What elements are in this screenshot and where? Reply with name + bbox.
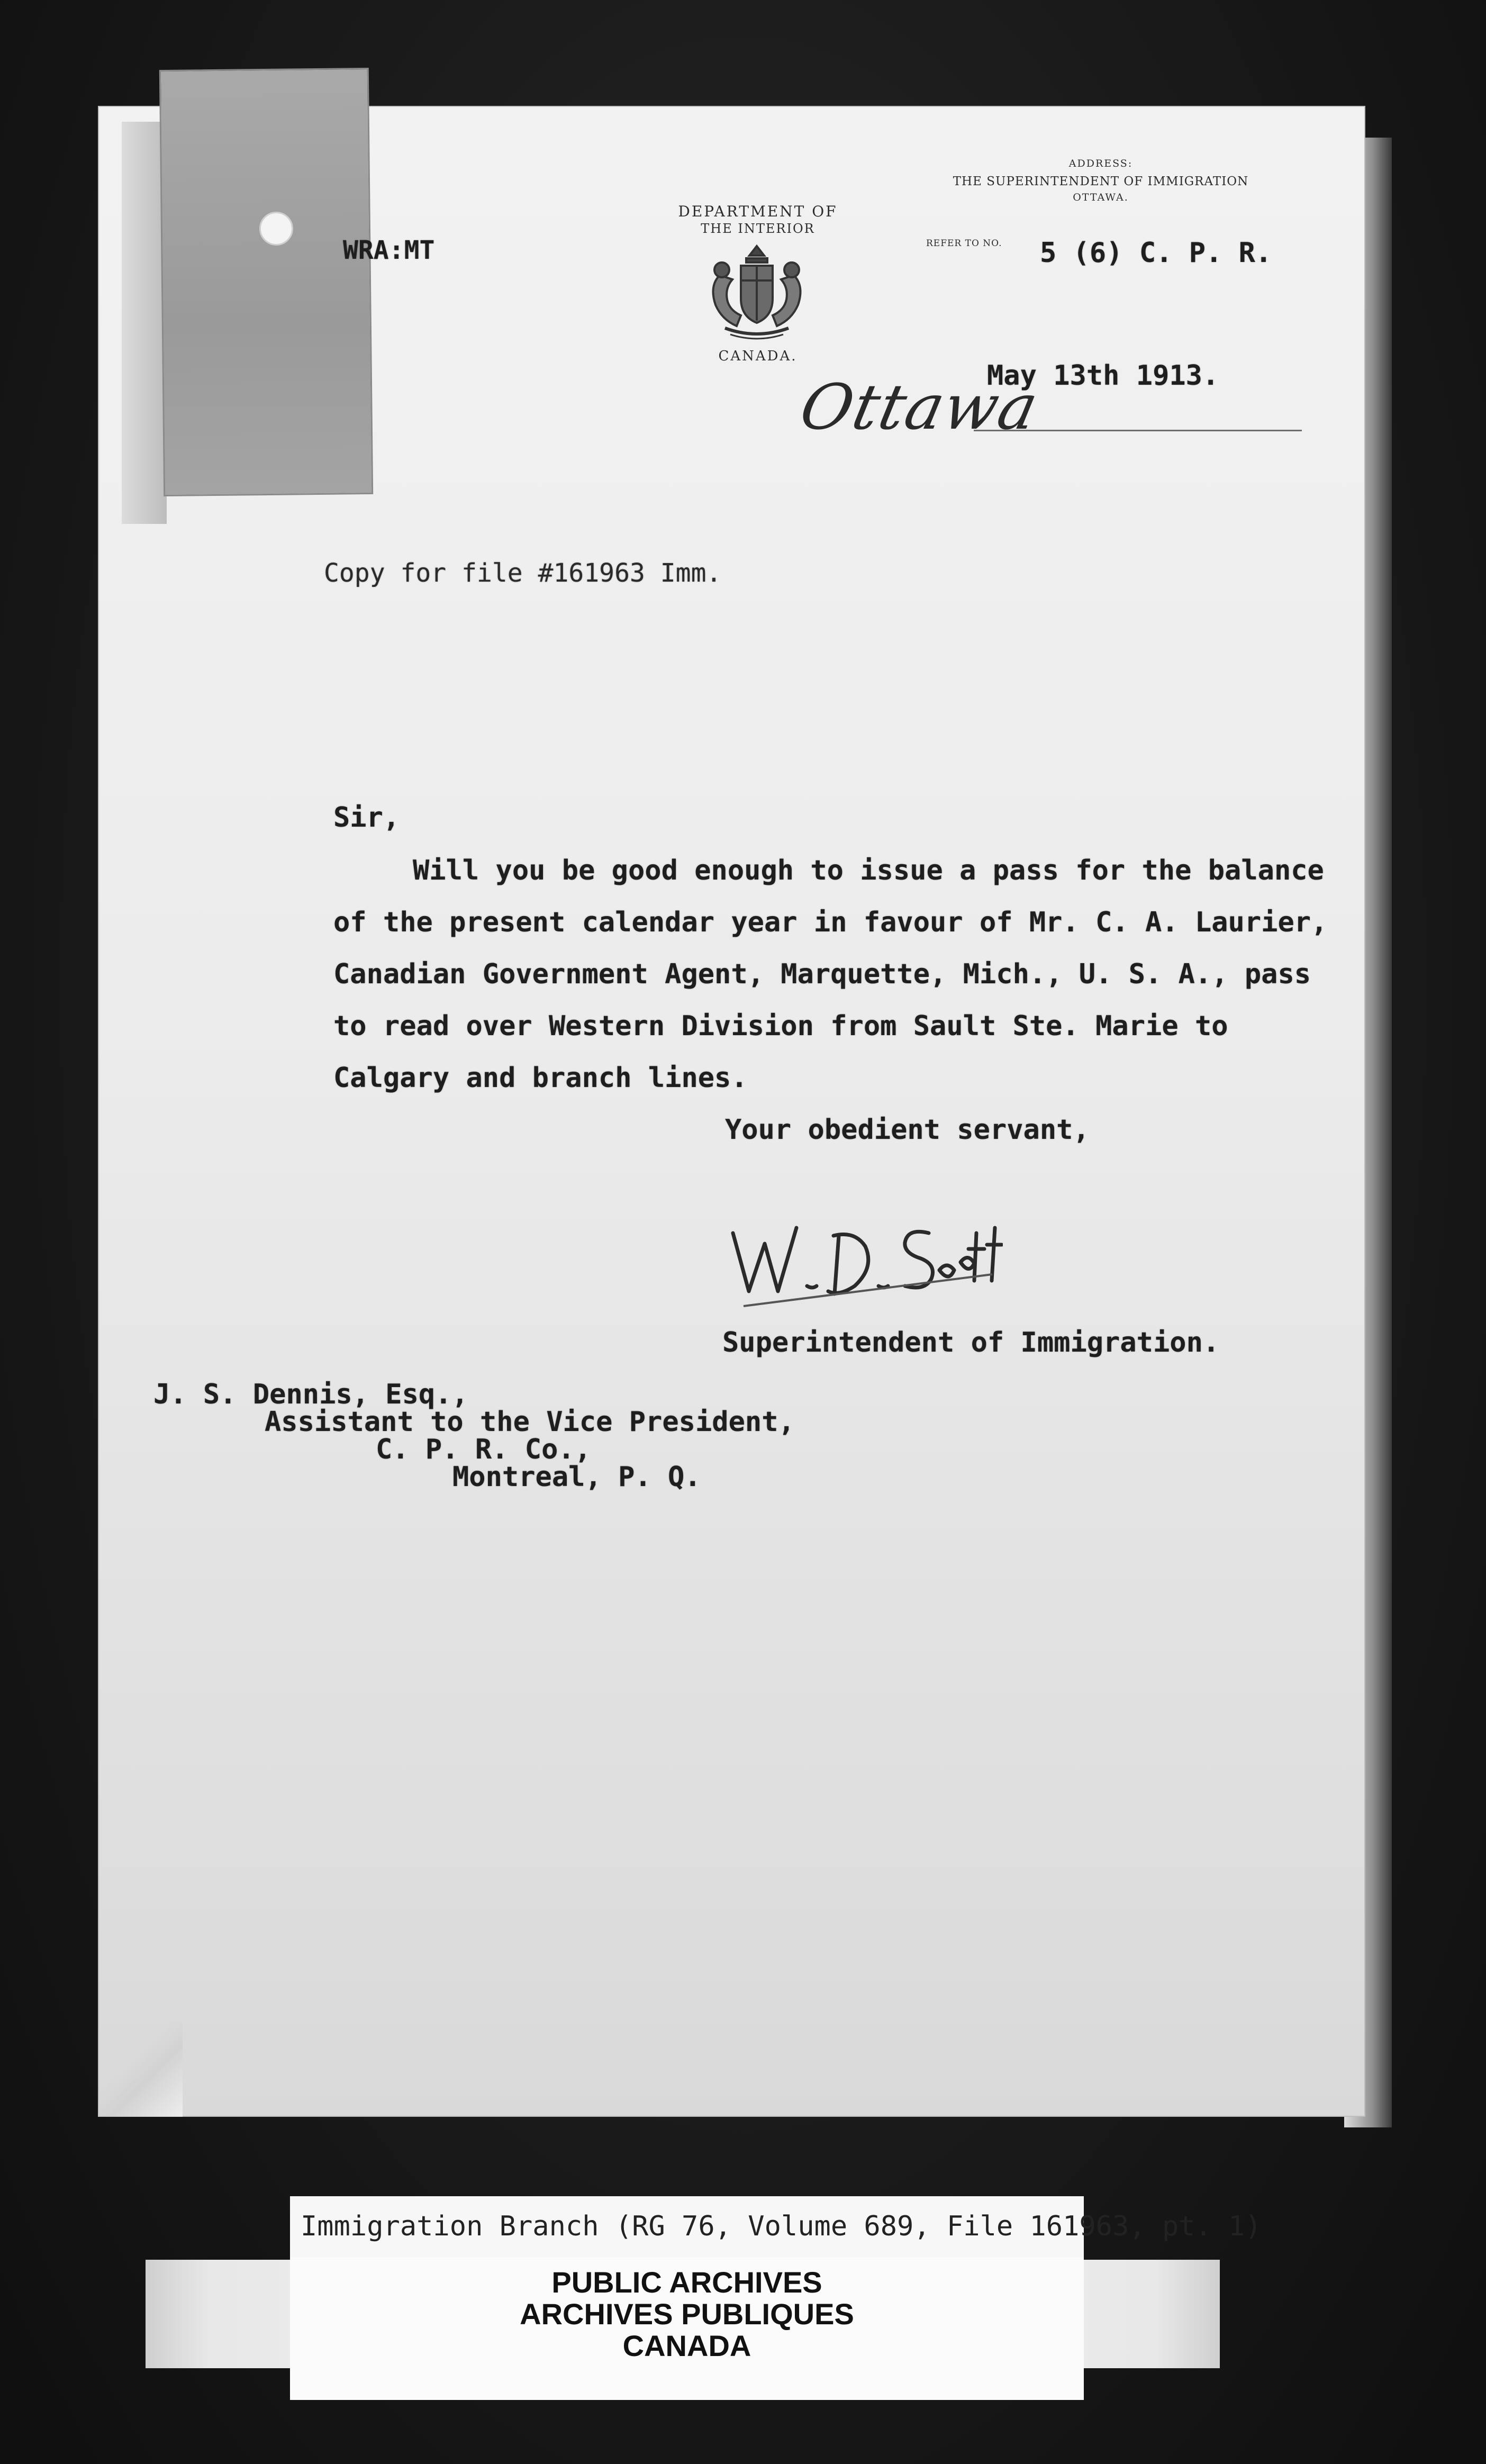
refer-to-number: 5 (6) C. P. R. [1040,237,1272,269]
letter-date: May 13th 1913. [987,360,1219,392]
address-line-1: THE SUPERINTENDENT OF IMMIGRATION [953,175,1249,188]
recipient-company: C. P. R. Co., [376,1434,591,1465]
recipient-name: J. S. Dennis, Esq., [153,1379,468,1410]
punch-hole [259,212,293,246]
recipient-city: Montreal, P. Q. [452,1461,701,1493]
date-underline [974,430,1302,431]
department-name-line1: DEPARTMENT OF [678,203,838,220]
file-tab [159,68,373,496]
department-name-line2: THE INTERIOR [701,221,815,236]
archive-reference-label: Immigration Branch (RG 76, Volume 689, File 161963, pt. 1) [301,2211,1262,2242]
salutation: Sir, [333,802,400,834]
reference-initials: WRA:MT [343,235,435,265]
archive-stamp-line: CANADA [622,2329,751,2362]
signer-title: Superintendent of Immigration. [722,1327,1220,1358]
body-line: to read over Western Division from Sault Ste. Marie to [333,1010,1228,1042]
address-label: ADDRESS: [1068,158,1133,169]
body-line: of the present calendar year in favour of Mr. C. A. Laurier, [333,907,1328,938]
body-line: Will you be good enough to issue a pass for the balance [413,855,1324,886]
archive-stamp-line: ARCHIVES PUBLIQUES [520,2297,854,2331]
recipient-title: Assistant to the Vice President, [265,1406,795,1438]
handwritten-signature [728,1212,1003,1318]
place-name: Ottawa [794,370,1045,443]
country-name: CANADA. [718,348,798,364]
file-note: Copy for file #161963 Imm. [324,558,722,588]
body-line: Canadian Government Agent, Marquette, Mich., U. S. A., pass [333,958,1311,990]
address-line-2: OTTAWA. [1073,192,1129,203]
refer-to-label: REFER TO NO. [926,238,1002,249]
body-line: Calgary and branch lines. [333,1062,748,1094]
archive-stamp-line: PUBLIC ARCHIVES [551,2266,822,2299]
closing: Your obedient servant, [725,1114,1090,1146]
